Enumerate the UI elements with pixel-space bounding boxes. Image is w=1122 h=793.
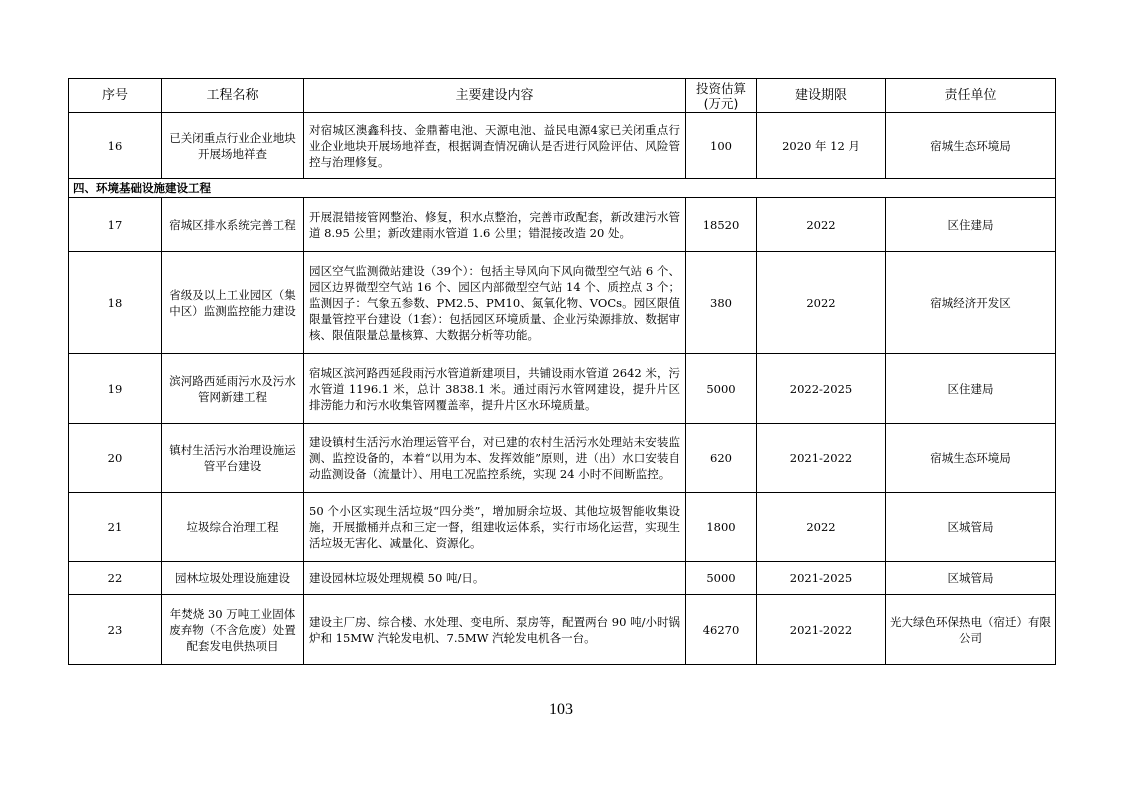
row-period: 2022 bbox=[757, 493, 886, 562]
row-index: 22 bbox=[69, 562, 162, 595]
table-row bbox=[69, 354, 1056, 424]
header-content: 主要建设内容 bbox=[304, 79, 686, 113]
row-period: 2021-2022 bbox=[757, 595, 886, 665]
row-index: 16 bbox=[69, 113, 162, 179]
table-row bbox=[69, 252, 1056, 354]
row-index: 23 bbox=[69, 595, 162, 665]
row-period: 2021-2022 bbox=[757, 424, 886, 493]
table-row bbox=[69, 113, 1056, 179]
row-content: 开展混错接管网整治、修复，积水点整治，完善市政配套，新改建污水管道 8.95 公里；新改建雨水管道 1.6 公里；错混接改造 20 处。 bbox=[304, 198, 686, 252]
row-name: 镇村生活污水治理设施运管平台建设 bbox=[162, 424, 304, 493]
row-investment: 46270 bbox=[686, 595, 757, 665]
row-period: 2022-2025 bbox=[757, 354, 886, 424]
row-unit: 宿城生态环境局 bbox=[886, 113, 1056, 179]
header-row bbox=[69, 79, 1056, 113]
section-title: 四、环境基础设施建设工程 bbox=[69, 179, 1056, 198]
row-content: 建设园林垃圾处理规模 50 吨/日。 bbox=[304, 562, 686, 595]
table-row bbox=[69, 493, 1056, 562]
row-name: 滨河路西延雨污水及污水管网新建工程 bbox=[162, 354, 304, 424]
table-row bbox=[69, 562, 1056, 595]
row-name: 垃圾综合治理工程 bbox=[162, 493, 304, 562]
row-index: 21 bbox=[69, 493, 162, 562]
row-content: 建设主厂房、综合楼、水处理、变电所、泵房等，配置两台 90 吨/小时锅炉和 15MW 汽轮发电机、7.5MW 汽轮发电机各一台。 bbox=[304, 595, 686, 665]
row-content: 园区空气监测微站建设（39个）：包括主导风向下风向微型空气站 6 个、园区边界微型空气站 16 个、园区内部微型空气站 14 个、质控点 3 个；监测因子：气象五参数、PM2.5、PM10、氮氧化物、VOCs。园区限值限量管控平台建设（1套）：包括园区环境质量、企业污染源排放、数据审核、限值限量总量核算、大数据分析等功能。 bbox=[304, 252, 686, 354]
header-period: 建设期限 bbox=[757, 79, 886, 113]
row-name: 已关闭重点行业企业地块开展场地祥查 bbox=[162, 113, 304, 179]
row-investment: 18520 bbox=[686, 198, 757, 252]
section-row bbox=[69, 179, 1056, 198]
row-unit: 宿城经济开发区 bbox=[886, 252, 1056, 354]
row-investment: 5000 bbox=[686, 562, 757, 595]
row-unit: 宿城生态环境局 bbox=[886, 424, 1056, 493]
project-table bbox=[68, 78, 1056, 665]
row-unit: 光大绿色环保热电（宿迁）有限公司 bbox=[886, 595, 1056, 665]
table-row bbox=[69, 424, 1056, 493]
row-content: 对宿城区澳鑫科技、金鼎蓄电池、天源电池、益民电源4家已关闭重点行业企业地块开展场地祥查，根据调查情况确认是否进行风险评估、风险管控与治理修复。 bbox=[304, 113, 686, 179]
row-index: 18 bbox=[69, 252, 162, 354]
page-number: 103 bbox=[549, 701, 573, 718]
row-unit: 区城管局 bbox=[886, 562, 1056, 595]
header-unit: 责任单位 bbox=[886, 79, 1056, 113]
row-index: 20 bbox=[69, 424, 162, 493]
row-investment: 1800 bbox=[686, 493, 757, 562]
row-index: 17 bbox=[69, 198, 162, 252]
row-unit: 区住建局 bbox=[886, 354, 1056, 424]
header-name: 工程名称 bbox=[162, 79, 304, 113]
row-name: 园林垃圾处理设施建设 bbox=[162, 562, 304, 595]
row-content: 宿城区滨河路西延段雨污水管道新建项目，共铺设雨水管道 2642 米，污水管道 1196.1 米，总计 3838.1 米。通过雨污水管网建设，提升片区排涝能力和污水收集管网覆盖率，提升片区水环境质量。 bbox=[304, 354, 686, 424]
row-index: 19 bbox=[69, 354, 162, 424]
row-period: 2021-2025 bbox=[757, 562, 886, 595]
row-investment: 5000 bbox=[686, 354, 757, 424]
row-name: 宿城区排水系统完善工程 bbox=[162, 198, 304, 252]
header-index: 序号 bbox=[69, 79, 162, 113]
row-name: 年焚烧 30 万吨工业固体废弃物（不含危废）处置配套发电供热项目 bbox=[162, 595, 304, 665]
row-investment: 100 bbox=[686, 113, 757, 179]
header-investment: 投资估算(万元) bbox=[686, 79, 757, 113]
row-unit: 区住建局 bbox=[886, 198, 1056, 252]
row-content: 建设镇村生活污水治理运管平台，对已建的农村生活污水处理站未安装监测、监控设备的，本着“以用为本、发挥效能”原则，进（出）水口安装自动监测设备（流量计）、用电工况监控系统，实现 24 小时不间断监控。 bbox=[304, 424, 686, 493]
row-period: 2022 bbox=[757, 198, 886, 252]
row-investment: 620 bbox=[686, 424, 757, 493]
table-row bbox=[69, 198, 1056, 252]
row-name: 省级及以上工业园区（集中区）监测监控能力建设 bbox=[162, 252, 304, 354]
row-unit: 区城管局 bbox=[886, 493, 1056, 562]
row-period: 2022 bbox=[757, 252, 886, 354]
row-investment: 380 bbox=[686, 252, 757, 354]
row-period: 2020 年 12 月 bbox=[757, 113, 886, 179]
table-row bbox=[69, 595, 1056, 665]
row-content: 50 个小区实现生活垃圾“四分类”，增加厨余垃圾、其他垃圾智能收集设施，开展撤桶并点和三定一督，组建收运体系，实行市场化运营，实现生活垃圾无害化、减量化、资源化。 bbox=[304, 493, 686, 562]
